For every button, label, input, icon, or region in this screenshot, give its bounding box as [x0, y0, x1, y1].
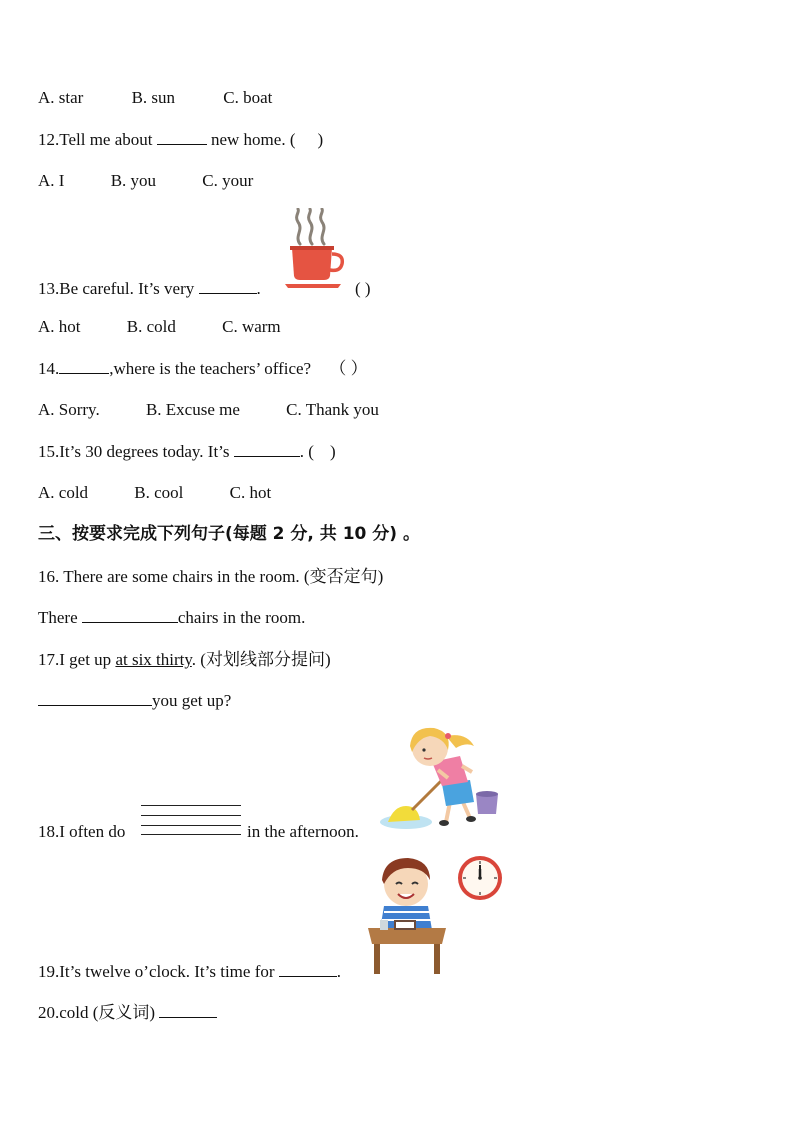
question-16: 16. There are some chairs in the room. (变否定句) — [38, 567, 384, 586]
q13-options — [38, 317, 281, 337]
q13-option-c: C. warm — [222, 317, 281, 336]
wall-clock-icon — [456, 854, 504, 902]
q17-underlined-phrase: at six thirty — [115, 650, 192, 669]
q12-option-b: B. you — [110, 171, 157, 190]
q12-option-c: C. your — [202, 171, 254, 190]
question-15 — [38, 442, 336, 462]
q13-text-after: . — [256, 279, 261, 298]
question-17 — [38, 650, 331, 670]
q12-options — [38, 171, 253, 191]
q14-option-a: A. Sorry. — [38, 400, 100, 419]
q13-option-b: B. cold — [126, 317, 176, 336]
q13-answer-paren[interactable]: ( ) — [355, 279, 371, 298]
q15-paren-close: ) — [329, 442, 336, 461]
q17-answer-line — [38, 691, 231, 711]
q11-options — [38, 88, 272, 108]
q11-option-a: A. star — [38, 88, 84, 107]
q14-option-c: C. Thank you — [286, 400, 379, 419]
q12-paren-close: ) — [317, 130, 324, 149]
question-20 — [38, 1003, 217, 1023]
q11-option-c: C. boat — [223, 88, 273, 107]
q15-text-before: 15.It’s 30 degrees today. It’s — [38, 442, 230, 461]
question-12 — [38, 130, 323, 150]
q17-answer-after: you get up? — [152, 691, 232, 710]
q13-blank[interactable] — [199, 279, 257, 294]
hot-cup-icon — [284, 208, 348, 290]
q18-triple-blank[interactable] — [141, 805, 241, 835]
q15-option-b: B. cool — [134, 483, 184, 502]
question-14 — [38, 359, 368, 379]
q12-text-before: 12.Tell me about — [38, 130, 153, 149]
q14-text-after: ,where is the teachers’ office? — [109, 359, 312, 378]
q11-option-b: B. sun — [131, 88, 176, 107]
q13-option-a: A. hot — [38, 317, 81, 336]
q17-blank[interactable] — [38, 691, 152, 706]
q16-answer-after: chairs in the room. — [177, 608, 306, 627]
q18-text-before: 18.I often do — [38, 822, 126, 841]
q19-text-after: . — [336, 962, 342, 981]
q13-text-before: 13.Be careful. It’s very — [38, 279, 195, 298]
q14-number: 14. — [38, 359, 60, 378]
q19-text-before: 19.It’s twelve o’clock. It’s time for — [38, 962, 275, 981]
section-3-heading: 三、按要求完成下列句子(每题 2 分, 共 10 分) 。 — [38, 524, 420, 544]
q18-text-after: in the afternoon. — [247, 822, 359, 841]
q15-blank[interactable] — [234, 442, 300, 457]
question-18 — [38, 822, 125, 842]
q14-option-b: B. Excuse me — [145, 400, 240, 419]
q15-text-after: . ( — [299, 442, 314, 461]
q16-answer-before: There — [38, 608, 78, 627]
q14-answer-paren[interactable]: （ ） — [329, 359, 368, 378]
q17-text-before: 17.I get up — [38, 650, 112, 669]
q12-text-after: new home. ( — [210, 130, 296, 149]
question-19 — [38, 962, 341, 982]
girl-mopping-icon — [378, 722, 504, 834]
q15-option-a: A. cold — [38, 483, 89, 502]
q12-blank[interactable] — [157, 130, 207, 145]
question-13 — [38, 279, 261, 299]
q14-options — [38, 400, 379, 420]
q19-blank[interactable] — [279, 962, 337, 977]
q16-blank[interactable] — [82, 608, 178, 623]
q20-text-before: 20.cold (反义词) — [38, 1003, 156, 1022]
q12-option-a: A. I — [38, 171, 65, 190]
q14-blank[interactable] — [59, 359, 109, 374]
q17-text-after: . (对划线部分提问) — [191, 650, 331, 669]
q15-option-c: C. hot — [229, 483, 272, 502]
q16-answer-line — [38, 608, 305, 628]
boy-eating-lunch-icon — [364, 854, 450, 978]
q20-blank[interactable] — [159, 1003, 217, 1018]
q15-options — [38, 483, 271, 503]
